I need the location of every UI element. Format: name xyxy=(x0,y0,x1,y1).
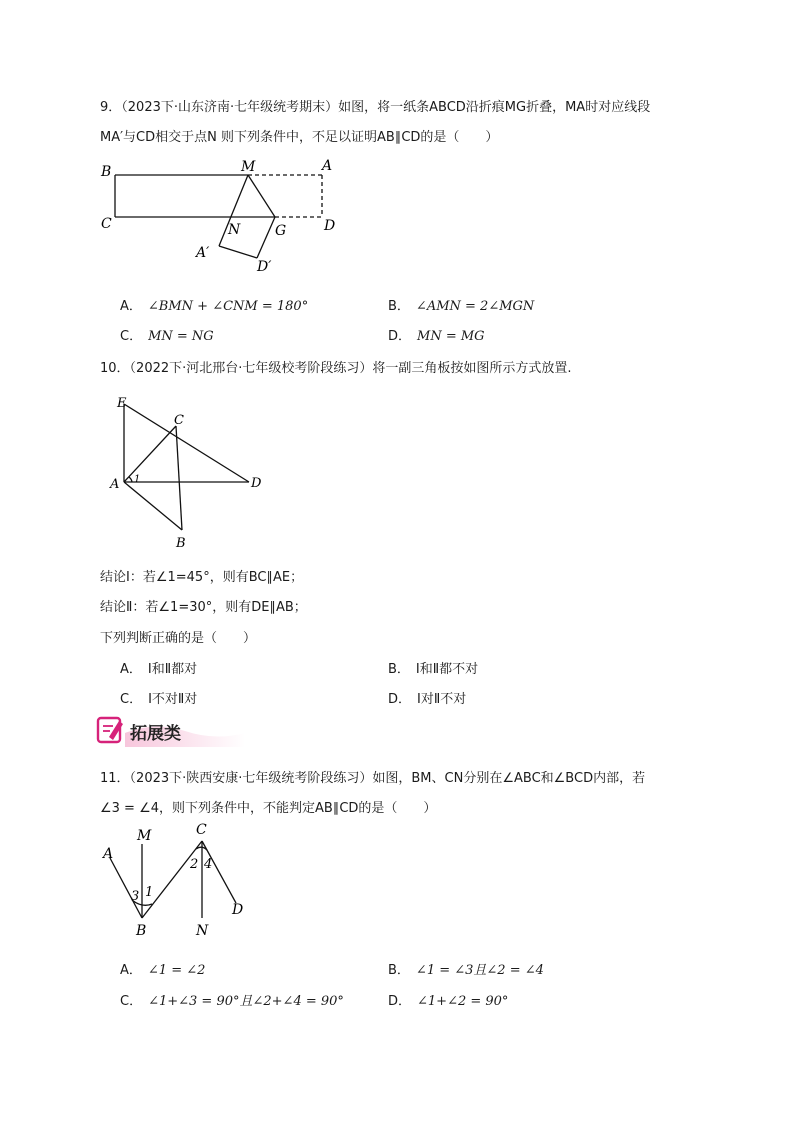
q11-option-b[interactable]: B． ∠1 = ∠3且∠2 = ∠4 xyxy=(388,963,544,978)
q11-stem-line2: ∠3 = ∠4，则下列条件中，不能判定AB∥CD的是（ ） xyxy=(100,801,437,816)
q9-label-B: B xyxy=(101,164,112,180)
q11-figure xyxy=(95,818,260,943)
q9-option-c[interactable]: C． MN = NG xyxy=(120,329,214,344)
q9-label-C: C xyxy=(101,216,112,232)
q10-option-d[interactable]: D． Ⅰ对Ⅱ不对 xyxy=(388,692,467,707)
q10-label-D: D xyxy=(251,476,262,491)
q11-label-D: D xyxy=(232,902,244,918)
q10-label-C: C xyxy=(174,413,184,428)
q11-option-c[interactable]: C． ∠1+∠3 = 90°且∠2+∠4 = 90° xyxy=(120,994,344,1009)
q9-label-M: M xyxy=(241,159,256,175)
q10-label-B: B xyxy=(176,536,186,551)
q10-stem-line1: 10．（2022下·河北邢台·七年级校考阶段练习）将一副三角板按如图所示方式放置. xyxy=(100,361,572,376)
q11-label-B: B xyxy=(136,923,147,939)
q9-option-a[interactable]: A． ∠BMN + ∠CNM = 180° xyxy=(120,299,309,314)
q11-label-3: 3 xyxy=(131,889,140,904)
q9-figure xyxy=(95,158,355,278)
q11-label-4: 4 xyxy=(204,857,213,872)
q9-label-N: N xyxy=(228,222,241,238)
q10-label-E: E xyxy=(117,396,127,411)
q9-label-A: A xyxy=(322,158,333,174)
q10-option-c[interactable]: C． Ⅰ不对Ⅱ对 xyxy=(120,692,198,707)
q11-label-N: N xyxy=(196,923,209,939)
q10-option-a[interactable]: A． Ⅰ和Ⅱ都对 xyxy=(120,662,198,677)
pencil-note-icon xyxy=(98,718,123,742)
q9-stem-line2: MA′与CD相交于点N 则下列条件中，不足以证明AB∥CD的是（ ） xyxy=(100,130,499,145)
q9-label-D-prime: D′ xyxy=(257,259,272,275)
q10-label-1: 1 xyxy=(134,474,141,485)
q9-label-A-prime: A′ xyxy=(196,245,210,261)
q11-label-A: A xyxy=(103,846,114,862)
q10-conclusion-2: 结论Ⅱ：若∠1=30°，则有DE∥AB； xyxy=(100,600,307,615)
q11-label-1: 1 xyxy=(145,885,154,900)
q9-stem-line1: 9．（2023下·山东济南·七年级统考期末）如图，将一纸条ABCD沿折痕MG折叠，MA时对应线段 xyxy=(100,100,651,115)
q10-figure xyxy=(105,390,280,555)
q9-option-b[interactable]: B． ∠AMN = 2∠MGN xyxy=(388,299,535,314)
q11-option-a[interactable]: A． ∠1 = ∠2 xyxy=(120,963,206,978)
q9-label-G: G xyxy=(275,223,287,239)
q10-label-A: A xyxy=(110,477,120,492)
q9-option-d[interactable]: D． MN = MG xyxy=(388,329,485,344)
q9-label-D: D xyxy=(324,218,336,234)
q11-label-C: C xyxy=(196,822,207,838)
q11-label-2: 2 xyxy=(190,857,199,872)
section-title: 拓展类 xyxy=(130,724,181,744)
q10-option-b[interactable]: B． Ⅰ和Ⅱ都不对 xyxy=(388,662,479,677)
q10-prompt: 下列判断正确的是（ ） xyxy=(100,631,257,646)
q11-stem-line1: 11．（2023下·陕西安康·七年级统考阶段练习）如图，BM、CN分别在∠ABC和∠BCD内部，若 xyxy=(100,771,646,786)
q11-option-d[interactable]: D． ∠1+∠2 = 90° xyxy=(388,994,509,1009)
q10-conclusion-1: 结论Ⅰ：若∠1=45°，则有BC∥AE； xyxy=(100,570,304,585)
q11-label-M: M xyxy=(137,828,152,844)
